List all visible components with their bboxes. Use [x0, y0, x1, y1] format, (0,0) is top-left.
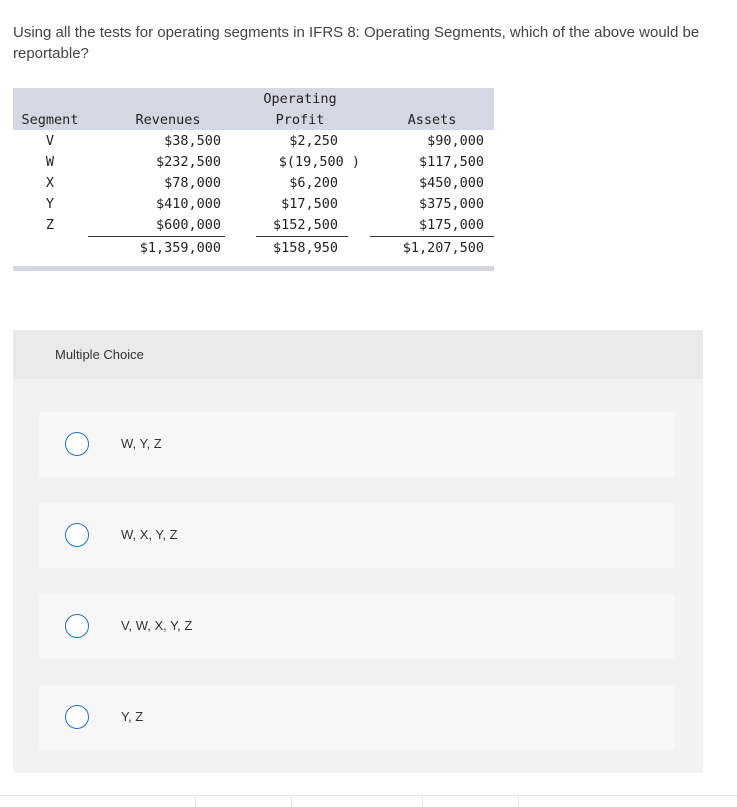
choice-label: V, W, X, Y, Z — [121, 618, 193, 633]
row-x-revenues: $78,000 — [164, 175, 221, 191]
multiple-choice-header — [13, 330, 703, 379]
row-v-revenues: $38,500 — [164, 133, 221, 149]
header-assets: Assets — [407, 112, 457, 128]
choice-option-3[interactable] — [39, 594, 675, 659]
total-assets: $1,207,500 — [402, 240, 484, 256]
header-segment: Segment — [21, 112, 79, 128]
segment-table — [13, 88, 494, 271]
assets-total-rule — [370, 236, 494, 237]
row-v-segment: V — [45, 133, 55, 149]
multiple-choice-panel — [13, 330, 703, 773]
total-revenues: $1,359,000 — [139, 240, 221, 256]
row-z-assets: $175,000 — [418, 217, 484, 233]
choice-label: W, X, Y, Z — [121, 527, 178, 542]
row-w-assets: $117,500 — [418, 154, 484, 170]
multiple-choice-title: Multiple Choice — [55, 347, 144, 362]
choice-option-1[interactable] — [39, 412, 675, 477]
bottom-tick — [195, 796, 196, 807]
bottom-divider — [0, 795, 737, 796]
row-z-profit: $152,500 — [272, 217, 338, 233]
total-profit: $158,950 — [272, 240, 338, 256]
row-w-revenues: $232,500 — [155, 154, 221, 170]
header-revenues: Revenues — [135, 112, 201, 128]
header-profit: Profit — [275, 112, 325, 128]
row-z-segment: Z — [45, 217, 55, 233]
radio-button-icon[interactable] — [65, 705, 89, 729]
choice-label: W, Y, Z — [121, 436, 162, 451]
row-v-assets: $90,000 — [427, 133, 484, 149]
row-y-revenues: $410,000 — [155, 196, 221, 212]
radio-button-icon[interactable] — [65, 523, 89, 547]
radio-button-icon[interactable] — [65, 432, 89, 456]
revenues-total-rule — [88, 236, 225, 237]
row-x-assets: $450,000 — [418, 175, 484, 191]
row-w-segment: W — [45, 154, 55, 170]
profit-total-rule — [256, 236, 348, 237]
choice-option-4[interactable] — [39, 685, 675, 750]
choice-label: Y, Z — [121, 709, 144, 724]
row-y-assets: $375,000 — [418, 196, 484, 212]
bottom-tick — [291, 796, 292, 807]
choice-option-2[interactable] — [39, 503, 675, 568]
row-y-segment: Y — [45, 196, 55, 212]
question-text: Using all the tests for operating segments in IFRS 8: Operating Segments, which of the above would be reportable? — [13, 24, 700, 62]
row-z-revenues: $600,000 — [155, 217, 221, 233]
bottom-tick — [422, 796, 423, 807]
row-y-profit: $17,500 — [281, 196, 338, 212]
bottom-tick — [518, 796, 519, 807]
radio-button-icon[interactable] — [65, 614, 89, 638]
row-w-profit: $(19,500 ) — [278, 154, 360, 170]
row-v-profit: $2,250 — [289, 133, 338, 149]
header-operating: Operating — [263, 91, 337, 107]
table-footer-band — [13, 266, 494, 271]
row-x-segment: X — [45, 175, 55, 191]
row-x-profit: $6,200 — [289, 175, 338, 191]
